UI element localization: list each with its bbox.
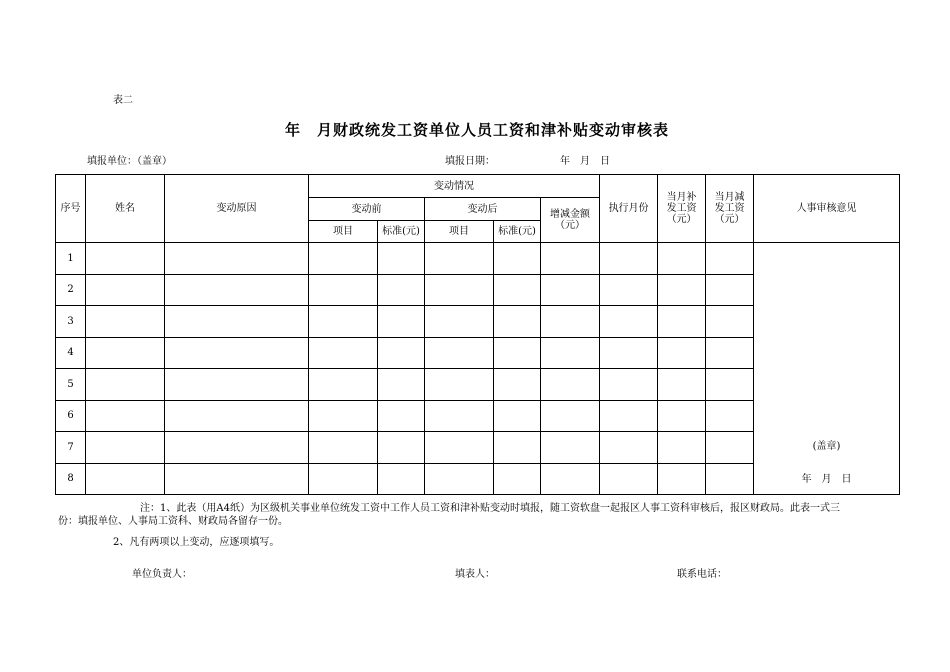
cell-before-standard[interactable] bbox=[378, 400, 425, 432]
cell-exec-month[interactable] bbox=[600, 274, 658, 306]
cell-after-item[interactable] bbox=[425, 369, 494, 401]
cell-after-item[interactable] bbox=[425, 337, 494, 369]
row-seq: 7 bbox=[56, 432, 86, 464]
cell-month-add[interactable] bbox=[658, 243, 706, 275]
cell-name[interactable] bbox=[86, 369, 165, 401]
cell-after-standard[interactable] bbox=[494, 337, 541, 369]
cell-after-standard[interactable] bbox=[494, 400, 541, 432]
cell-reason[interactable] bbox=[165, 337, 309, 369]
row-seq: 4 bbox=[56, 337, 86, 369]
cell-name[interactable] bbox=[86, 400, 165, 432]
cell-diff-amount[interactable] bbox=[541, 306, 600, 338]
cell-before-item[interactable] bbox=[309, 306, 378, 338]
header-after: 变动后 bbox=[425, 198, 541, 221]
row-seq: 1 bbox=[56, 243, 86, 275]
cell-before-standard[interactable] bbox=[378, 432, 425, 464]
row-seq: 2 bbox=[56, 274, 86, 306]
table-row bbox=[56, 243, 900, 275]
cell-exec-month[interactable] bbox=[600, 243, 658, 275]
cell-month-add[interactable] bbox=[658, 463, 706, 495]
fill-date-ymd: 年 月 日 bbox=[560, 156, 610, 167]
header-diff-amount: 增减金额（元） bbox=[541, 198, 600, 243]
header-after-standard: 标准(元) bbox=[494, 221, 541, 243]
cell-after-item[interactable] bbox=[425, 306, 494, 338]
cell-after-item[interactable] bbox=[425, 400, 494, 432]
cell-reason[interactable] bbox=[165, 400, 309, 432]
cell-month-add[interactable] bbox=[658, 306, 706, 338]
cell-before-item[interactable] bbox=[309, 400, 378, 432]
cell-diff-amount[interactable] bbox=[541, 243, 600, 275]
cell-before-standard[interactable] bbox=[378, 274, 425, 306]
cell-diff-amount[interactable] bbox=[541, 274, 600, 306]
cell-reason[interactable] bbox=[165, 306, 309, 338]
cell-name[interactable] bbox=[86, 274, 165, 306]
filler-label: 填表人： bbox=[455, 569, 495, 580]
phone-label: 联系电话： bbox=[677, 569, 727, 580]
fill-unit-label: 填报单位：（盖章） bbox=[87, 156, 172, 167]
cell-month-sub[interactable] bbox=[706, 463, 754, 495]
header-change-status: 变动情况 bbox=[309, 175, 600, 198]
cell-reason[interactable] bbox=[165, 369, 309, 401]
audit-table bbox=[55, 174, 900, 495]
note-1-line-2: 份：填报单位、人事局工资科、财政局各留存一份。 bbox=[58, 516, 288, 527]
cell-name[interactable] bbox=[86, 463, 165, 495]
cell-month-add[interactable] bbox=[658, 369, 706, 401]
row-seq: 8 bbox=[56, 463, 86, 495]
cell-after-item[interactable] bbox=[425, 243, 494, 275]
header-before-item: 项目 bbox=[309, 221, 378, 243]
cell-after-standard[interactable] bbox=[494, 306, 541, 338]
cell-reason[interactable] bbox=[165, 432, 309, 464]
header-name: 姓名 bbox=[86, 175, 165, 243]
form-number: 表二 bbox=[113, 95, 133, 106]
cell-month-add[interactable] bbox=[658, 337, 706, 369]
cell-diff-amount[interactable] bbox=[541, 463, 600, 495]
cell-month-sub[interactable] bbox=[706, 369, 754, 401]
cell-month-add[interactable] bbox=[658, 432, 706, 464]
cell-reason[interactable] bbox=[165, 274, 309, 306]
cell-reason[interactable] bbox=[165, 243, 309, 275]
row-seq: 3 bbox=[56, 306, 86, 338]
cell-name[interactable] bbox=[86, 243, 165, 275]
header-reason: 变动原因 bbox=[165, 175, 309, 243]
cell-diff-amount[interactable] bbox=[541, 337, 600, 369]
cell-before-item[interactable] bbox=[309, 274, 378, 306]
note-2: 2、凡有两项以上变动，应逐项填写。 bbox=[113, 537, 280, 548]
cell-after-item[interactable] bbox=[425, 432, 494, 464]
cell-month-sub[interactable] bbox=[706, 306, 754, 338]
stamp-label: (盖章) bbox=[812, 441, 841, 452]
note-1-line-1: 注：1、此表（用A4纸）为区级机关事业单位统发工资中工作人员工资和津补贴变动时填报，随工资软盘一起报区人事工资科审核后，报区财政局。此表一式三 bbox=[140, 503, 840, 514]
header-before: 变动前 bbox=[309, 198, 425, 221]
cell-before-item[interactable] bbox=[309, 369, 378, 401]
cell-after-standard[interactable] bbox=[494, 274, 541, 306]
cell-exec-month[interactable] bbox=[600, 463, 658, 495]
cell-exec-month[interactable] bbox=[600, 432, 658, 464]
row-seq: 5 bbox=[56, 369, 86, 401]
cell-after-standard[interactable] bbox=[494, 463, 541, 495]
cell-before-item[interactable] bbox=[309, 432, 378, 464]
cell-before-standard[interactable] bbox=[378, 369, 425, 401]
cell-before-item[interactable] bbox=[309, 463, 378, 495]
cell-exec-month[interactable] bbox=[600, 337, 658, 369]
cell-month-add[interactable] bbox=[658, 274, 706, 306]
header-month-sub: 当月减发工资（元） bbox=[706, 175, 754, 243]
cell-month-sub[interactable] bbox=[706, 432, 754, 464]
cell-before-standard[interactable] bbox=[378, 243, 425, 275]
row-seq: 6 bbox=[56, 400, 86, 432]
cell-diff-amount[interactable] bbox=[541, 400, 600, 432]
header-before-standard: 标准(元) bbox=[378, 221, 425, 243]
cell-month-sub[interactable] bbox=[706, 274, 754, 306]
cell-diff-amount[interactable] bbox=[541, 432, 600, 464]
cell-month-sub[interactable] bbox=[706, 243, 754, 275]
header-after-item: 项目 bbox=[425, 221, 494, 243]
cell-name[interactable] bbox=[86, 337, 165, 369]
cell-before-item[interactable] bbox=[309, 337, 378, 369]
cell-after-standard[interactable] bbox=[494, 243, 541, 275]
stamp-date: 年 月 日 bbox=[801, 474, 852, 485]
header-month-add: 当月补发工资（元） bbox=[658, 175, 706, 243]
cell-month-sub[interactable] bbox=[706, 400, 754, 432]
cell-exec-month[interactable] bbox=[600, 400, 658, 432]
page-title: 年 月财政统发工资单位人员工资和津补贴变动审核表 bbox=[285, 121, 670, 139]
cell-after-standard[interactable] bbox=[494, 432, 541, 464]
cell-exec-month[interactable] bbox=[600, 369, 658, 401]
cell-before-standard[interactable] bbox=[378, 306, 425, 338]
cell-exec-month[interactable] bbox=[600, 306, 658, 338]
cell-month-sub[interactable] bbox=[706, 337, 754, 369]
cell-after-standard[interactable] bbox=[494, 369, 541, 401]
cell-after-item[interactable] bbox=[425, 463, 494, 495]
hr-opinion-cell[interactable] bbox=[754, 243, 900, 495]
cell-before-standard[interactable] bbox=[378, 337, 425, 369]
header-seq: 序号 bbox=[56, 175, 86, 243]
cell-reason[interactable] bbox=[165, 463, 309, 495]
cell-month-add[interactable] bbox=[658, 400, 706, 432]
cell-name[interactable] bbox=[86, 306, 165, 338]
cell-before-standard[interactable] bbox=[378, 463, 425, 495]
header-hr-opinion: 人事审核意见 bbox=[754, 175, 900, 243]
cell-diff-amount[interactable] bbox=[541, 369, 600, 401]
unit-head-label: 单位负责人： bbox=[132, 569, 192, 580]
fill-date-label: 填报日期： bbox=[445, 156, 495, 167]
cell-name[interactable] bbox=[86, 432, 165, 464]
header-exec-month: 执行月份 bbox=[600, 175, 658, 243]
cell-before-item[interactable] bbox=[309, 243, 378, 275]
cell-after-item[interactable] bbox=[425, 274, 494, 306]
